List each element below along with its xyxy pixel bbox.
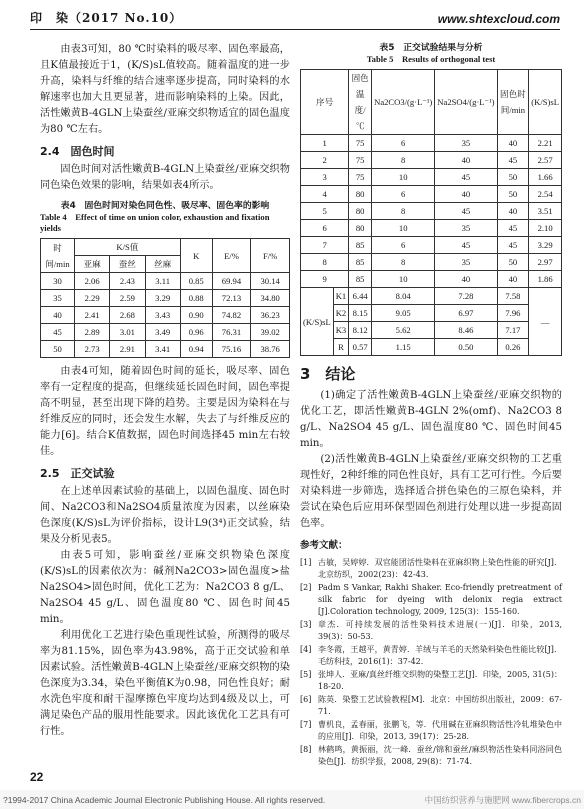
table-cell: 1 bbox=[301, 135, 349, 152]
table-cell: 2.21 bbox=[529, 135, 562, 152]
table-cell: 75 bbox=[349, 152, 372, 169]
table-4-header-silk: 蚕丝 bbox=[110, 256, 145, 273]
reference-number: [4] bbox=[300, 645, 312, 654]
table-cell: 3.11 bbox=[145, 273, 180, 290]
table-cell: 2.89 bbox=[75, 324, 110, 341]
section-heading-3: 3 结论 bbox=[300, 365, 356, 383]
reference-number: [2] bbox=[300, 583, 312, 592]
table-cell: 50 bbox=[497, 169, 529, 186]
reference-item bbox=[300, 644, 562, 668]
footer-copyright: ?1994-2017 China Academic Journal Electronic Publishing House. All rights reserved. bbox=[3, 794, 326, 805]
table-cell: 75 bbox=[349, 135, 372, 152]
table-row bbox=[301, 152, 562, 169]
table-cell: 2.57 bbox=[529, 152, 562, 169]
table-cell: 45 bbox=[497, 237, 529, 254]
reference-item bbox=[300, 694, 562, 718]
table-cell: K2 bbox=[333, 305, 349, 322]
table-cell: 75 bbox=[349, 169, 372, 186]
table-cell: 1.86 bbox=[529, 271, 562, 288]
table-5-header-ks: (K/S)sL bbox=[529, 70, 562, 135]
table-cell: 9.05 bbox=[372, 305, 435, 322]
table-cell: 3.49 bbox=[145, 324, 180, 341]
table-row bbox=[301, 169, 562, 186]
page-header bbox=[30, 8, 560, 30]
table-cell: 6 bbox=[372, 135, 435, 152]
table-row bbox=[41, 273, 290, 290]
reference-text: Padm S Vankar, Rakhi Shaker. Eco-friendly pretreatment of silk fabric for dyeing with delonix regia extract [J].Coloration technology, 2009, 125(3)：155-160. bbox=[318, 583, 562, 616]
table-row-k bbox=[301, 339, 562, 356]
table-cell: 80 bbox=[349, 186, 372, 203]
conclusion-1: (1)确定了活性嫩黄B-4GLN上染蚕丝/亚麻交织物的优化工艺，即活性嫩黄B-4GLN 2%(omf)、Na2CO3 8 g/L、Na2SO4 45 g/L、固色温度80 ℃、固色时间45 min。 bbox=[300, 390, 562, 449]
table-cell: 40 bbox=[435, 186, 497, 203]
table-cell: 8 bbox=[301, 254, 349, 271]
reference-text: 林鹤鸣，黄振丽，沈一峰．蚕丝/锦和蚕丝/麻织物活性染料同浴同色染色[J]．纺织学报，2008, 29(8)：71-74. bbox=[318, 745, 562, 766]
table-cell: 5 bbox=[301, 203, 349, 220]
table-cell: 35 bbox=[435, 135, 497, 152]
table-cell: 0.57 bbox=[349, 339, 372, 356]
table-cell: 80 bbox=[349, 220, 372, 237]
table-cell: 80 bbox=[349, 203, 372, 220]
table-cell: 34.80 bbox=[251, 290, 290, 307]
reference-number: [1] bbox=[300, 558, 312, 567]
paragraph-fixation-time-intro: 固色时间对活性嫩黄B-4GLN上染蚕丝/亚麻交织物同色染色效果的影响，结果如表4所示。 bbox=[40, 164, 290, 191]
table-cell: 8.46 bbox=[435, 322, 497, 339]
table-cell: 76.31 bbox=[212, 324, 251, 341]
table-cell: 6 bbox=[372, 186, 435, 203]
table-cell: K3 bbox=[333, 322, 349, 339]
table-cell: 69.94 bbox=[212, 273, 251, 290]
reference-item bbox=[300, 582, 562, 618]
table-cell: 9 bbox=[301, 271, 349, 288]
reference-number: [3] bbox=[300, 620, 312, 629]
table-5-header-na2so4: Na2SO4/(g·L⁻¹) bbox=[435, 70, 497, 135]
table-cell: 1.66 bbox=[529, 169, 562, 186]
table-cell: 3.41 bbox=[145, 341, 180, 358]
table-cell: 3.29 bbox=[145, 290, 180, 307]
right-column bbox=[300, 42, 562, 769]
table-cell: 50 bbox=[41, 341, 75, 358]
table-cell: 6.44 bbox=[349, 288, 372, 305]
table-5-header-na2co3: Na2CO3/(g·L⁻¹) bbox=[372, 70, 435, 135]
table-row bbox=[41, 341, 290, 358]
table-5-caption: 表5 正交试验结果与分析 bbox=[379, 43, 483, 53]
table-cell: 2.68 bbox=[110, 307, 145, 324]
table-cell: 1.15 bbox=[372, 339, 435, 356]
paragraph-orthogonal-analysis: 由表5可知，影响蚕丝/亚麻交织物染色深度(K/S)sL的因素依次为：碱剂Na2CO3>固色温度>盐Na2SO4>固色时间，优化工艺为：Na2CO3 8 g/L、Na2SO4 45 g/L、固色温度80 ℃、固色时间45 min。 bbox=[40, 550, 290, 625]
table-5-body bbox=[301, 135, 562, 356]
table-cell: 2.43 bbox=[110, 273, 145, 290]
table-4-header-ks: K/S值 bbox=[75, 239, 181, 256]
table-cell: 45 bbox=[497, 152, 529, 169]
table-cell: 7.28 bbox=[435, 288, 497, 305]
section-heading-2-5: 2.5 正交试验 bbox=[40, 467, 115, 480]
table-cell: 2.06 bbox=[75, 273, 110, 290]
references-list bbox=[300, 557, 562, 768]
reference-item bbox=[300, 557, 562, 581]
table-cell: 74.82 bbox=[212, 307, 251, 324]
table-cell: 8.15 bbox=[349, 305, 372, 322]
table-cell: 85 bbox=[349, 254, 372, 271]
reference-item bbox=[300, 744, 562, 768]
reference-text: 陈英．染整工艺试验教程[M]．北京：中国纺织出版社，2009：67-71. bbox=[318, 695, 562, 716]
table-cell: 40 bbox=[41, 307, 75, 324]
table-5 bbox=[300, 69, 562, 356]
table-cell: 40 bbox=[497, 271, 529, 288]
table-cell: 85 bbox=[349, 271, 372, 288]
table-cell: 7.96 bbox=[497, 305, 529, 322]
table-5-header-temp: 固色温度/℃ bbox=[349, 70, 372, 135]
reference-number: [6] bbox=[300, 695, 312, 704]
paragraph-orthogonal-intro: 在上述单因素试验的基础上，以固色温度、固色时间、Na2CO3和Na2SO4质量浓度为因素，以丝麻染色深度(K/S)sL为评价指标，设计L9(3⁴)正交试验，结果及分析见表5。 bbox=[40, 486, 290, 545]
journal-title: 印 染（2017 No.10） bbox=[30, 11, 183, 25]
reference-item bbox=[300, 619, 562, 643]
table-cell: 3.43 bbox=[145, 307, 180, 324]
table-cell: 4 bbox=[301, 186, 349, 203]
table-row bbox=[301, 186, 562, 203]
table-cell: 8 bbox=[372, 203, 435, 220]
table-cell: 30 bbox=[41, 273, 75, 290]
table-cell: 75.16 bbox=[212, 341, 251, 358]
table-cell: 2.10 bbox=[529, 220, 562, 237]
table-row bbox=[301, 135, 562, 152]
table-cell: 8.04 bbox=[372, 288, 435, 305]
page-footer bbox=[0, 790, 584, 809]
table-cell: 2.91 bbox=[110, 341, 145, 358]
table-cell: 45 bbox=[435, 237, 497, 254]
reference-text: 曹机良，孟春丽，张鹏飞，等．代用碱在亚麻织物活性冷轧堆染色中的应用[J]．印染，2013, 39(17)：25-28. bbox=[318, 720, 562, 741]
table-row bbox=[301, 203, 562, 220]
table-4-header-union: 丝麻 bbox=[145, 256, 180, 273]
table-5-header-no: 序号 bbox=[301, 70, 349, 135]
table-cell: 3.01 bbox=[110, 324, 145, 341]
table-4-header-linen: 亚麻 bbox=[75, 256, 110, 273]
table-cell: 3.29 bbox=[529, 237, 562, 254]
table-4-caption: 表4 固色时间对染色同色性、吸尽率、固色率的影响 bbox=[60, 201, 270, 211]
table-cell: 40 bbox=[497, 135, 529, 152]
table-cell: 38.76 bbox=[251, 341, 290, 358]
table-row bbox=[41, 290, 290, 307]
table-cell: 45 bbox=[435, 203, 497, 220]
table-cell: 45 bbox=[41, 324, 75, 341]
table-cell: 50 bbox=[497, 186, 529, 203]
left-column bbox=[40, 42, 290, 740]
table-cell: 0.26 bbox=[497, 339, 529, 356]
reference-text: 李冬霞，王越平，黄青婷．羊绒与羊毛的天然染料染色性能比较[J]．毛纺科技，2016(1)：37-42. bbox=[318, 645, 562, 666]
table-5-k-dash: — bbox=[529, 288, 562, 356]
table-cell: 0.96 bbox=[180, 324, 212, 341]
conclusion-2: (2)活性嫩黄B-4GLN上染蚕丝/亚麻交织物的工艺重现性好，2种纤维的同色性良好，具有工艺可行性。今后要对染料进一步筛选，选择适合拼色染色的三原色染料，并尝试在染色后应用环保型固色剂进行处理以进一步提高固色率。 bbox=[300, 454, 562, 529]
table-row bbox=[301, 220, 562, 237]
table-4-caption-en: Table 4 Effect of time on union color, exhaustion and fixation yields bbox=[40, 212, 270, 233]
table-cell: 39.02 bbox=[251, 324, 290, 341]
table-cell: 8 bbox=[372, 254, 435, 271]
table-cell: 5.62 bbox=[372, 322, 435, 339]
table-cell: 6 bbox=[372, 237, 435, 254]
table-cell: 35 bbox=[435, 220, 497, 237]
table-cell: 10 bbox=[372, 220, 435, 237]
table-cell: 3.51 bbox=[529, 203, 562, 220]
table-cell: 6 bbox=[301, 220, 349, 237]
table-4-header-k: K bbox=[180, 239, 212, 273]
table-cell: 0.94 bbox=[180, 341, 212, 358]
table-row bbox=[41, 307, 290, 324]
table-4-header-e: E/% bbox=[212, 239, 251, 273]
table-cell: 40 bbox=[497, 203, 529, 220]
table-cell: 36.23 bbox=[251, 307, 290, 324]
table-cell: K1 bbox=[333, 288, 349, 305]
table-cell: 35 bbox=[41, 290, 75, 307]
table-4 bbox=[40, 238, 290, 358]
table-cell: 2 bbox=[301, 152, 349, 169]
journal-website[interactable]: www.shtexcloud.com bbox=[437, 12, 560, 26]
table-4-header-time: 时间/min bbox=[41, 239, 75, 273]
table-cell: 40 bbox=[435, 271, 497, 288]
table-5-caption-en: Table 5 Results of orthogonal test bbox=[366, 54, 496, 64]
table-row bbox=[301, 237, 562, 254]
table-cell: R bbox=[333, 339, 349, 356]
table-cell: 6.97 bbox=[435, 305, 497, 322]
table-4-body bbox=[41, 273, 290, 358]
reference-item bbox=[300, 669, 562, 693]
reference-number: [5] bbox=[300, 670, 312, 679]
table-cell: 8.12 bbox=[349, 322, 372, 339]
table-cell: 2.54 bbox=[529, 186, 562, 203]
table-cell: 40 bbox=[435, 152, 497, 169]
reference-text: 章杰．可持续发展的活性染料技术进展(一)[J]．印染，2013, 39(3)：50-53. bbox=[318, 620, 562, 641]
reference-item bbox=[300, 719, 562, 743]
table-cell: 35 bbox=[435, 254, 497, 271]
table-cell: 50 bbox=[497, 254, 529, 271]
table-cell: 45 bbox=[497, 220, 529, 237]
table-cell: 3 bbox=[301, 169, 349, 186]
table-cell: 0.88 bbox=[180, 290, 212, 307]
table-cell: 2.41 bbox=[75, 307, 110, 324]
table-cell: 2.29 bbox=[75, 290, 110, 307]
reference-text: 古敏，吴婷婷．双官能团活性染料在亚麻织物上染色性能的研究[J]．北京纺织，2002(23)：42-43. bbox=[318, 558, 562, 579]
table-5-block bbox=[300, 42, 562, 356]
table-row bbox=[301, 254, 562, 271]
table-cell: 2.59 bbox=[110, 290, 145, 307]
section-heading-2-4: 2.4 固色时间 bbox=[40, 145, 115, 158]
table-cell: 10 bbox=[372, 271, 435, 288]
table-cell: 7 bbox=[301, 237, 349, 254]
table-cell: 2.97 bbox=[529, 254, 562, 271]
table-cell: 2.73 bbox=[75, 341, 110, 358]
table-cell: 85 bbox=[349, 237, 372, 254]
table-5-header-time: 固色时间/min bbox=[497, 70, 529, 135]
table-row-k bbox=[301, 322, 562, 339]
paragraph-reproducibility: 利用优化工艺进行染色重现性试验，所测得的吸尽率为81.15%，固色率为43.98%，高于正交试验和单因素试验。活性嫩黄B-4GLN上染蚕丝/亚麻交织物的染色深度为3.34，染色平衡值K为0.98，同色性良好；耐水洗色牢度和耐干湿摩擦色牢度均达到4级及以上，可满足染色产品的服用性能要求。因此该优化工艺具有可行性。 bbox=[40, 630, 290, 737]
table-row bbox=[41, 324, 290, 341]
table-cell: 0.50 bbox=[435, 339, 497, 356]
reference-number: [7] bbox=[300, 720, 312, 729]
table-cell: 72.13 bbox=[212, 290, 251, 307]
table-cell: 7.17 bbox=[497, 322, 529, 339]
table-cell: 10 bbox=[372, 169, 435, 186]
table-cell: 8 bbox=[372, 152, 435, 169]
footer-watermark: 中国纺织营养与施肥网 www.fibercrops.cn bbox=[424, 794, 581, 805]
page-number: 22 bbox=[30, 770, 44, 784]
reference-number: [8] bbox=[300, 745, 312, 754]
table-row-k bbox=[301, 305, 562, 322]
table-cell: 0.90 bbox=[180, 307, 212, 324]
paragraph-temperature-analysis: 由表3可知，80 ℃时染料的吸尽率、固色率最高，且K值最接近于1，(K/S)sL值较高。随着温度的进一步升高，染料与纤维的结合速率逐步提高，同时染料的水解速率也加大且更显著，进而影响染料的上染。因此，活性嫩黄B-4GLN上染蚕丝/亚麻交织物适宜的固色温度为80 ℃左右。 bbox=[40, 44, 290, 135]
table-cell: 7.58 bbox=[497, 288, 529, 305]
table-row-k bbox=[301, 288, 562, 305]
reference-text: 张坤人．亚麻/真丝纤维交织物的染整工艺[J]．印染，2005, 31(5)：18-20. bbox=[318, 670, 562, 691]
table-row bbox=[301, 271, 562, 288]
table-cell: 45 bbox=[435, 169, 497, 186]
paragraph-time-analysis: 由表4可知，随着固色时间的延长，吸尽率、固色率有一定程度的提高，但继续延长固色时间，固色率提高不明显，甚至出现下降的趋势。主要是因为染料在与纤维反应的同时，还会发生水解，失去了与纤维反应的能力[6]。结合K值数据，固色时间选择45 min左右较佳。 bbox=[40, 366, 290, 457]
table-5-k-group-label: (K/S)sL bbox=[301, 288, 334, 356]
table-cell: 0.85 bbox=[180, 273, 212, 290]
table-4-header-f: F/% bbox=[251, 239, 290, 273]
table-cell: 30.14 bbox=[251, 273, 290, 290]
references-title: 参考文献： bbox=[300, 540, 348, 551]
table-4-block bbox=[40, 200, 290, 358]
